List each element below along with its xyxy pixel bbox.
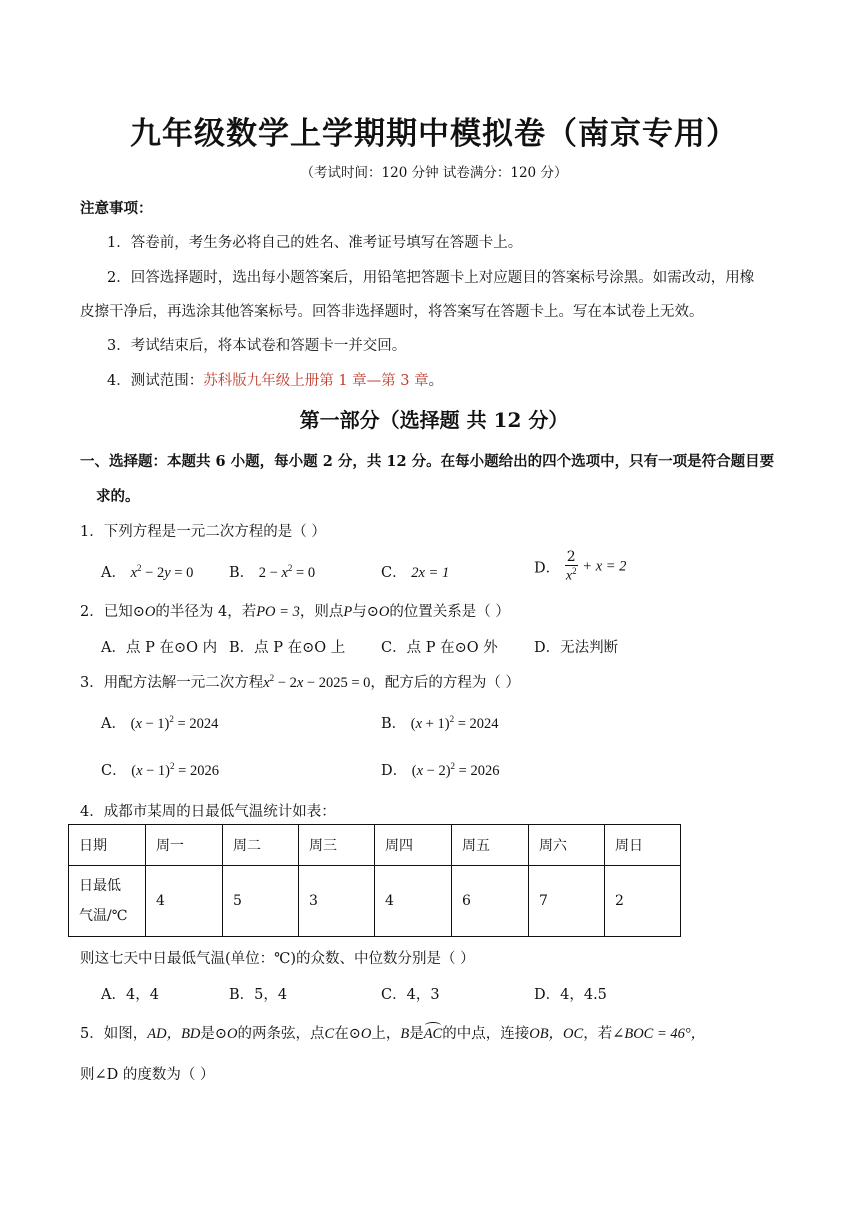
q1-stem: 1．下列方程是一元二次方程的是（ ） [80,524,326,540]
q3-b-label: B． [381,716,407,732]
table-cell: 4 [375,866,452,937]
q5-arc-ac [424,1023,443,1043]
q1-d-label: D． [534,560,561,577]
q2-stem-part: 与 [352,604,367,620]
q3-option-a [101,712,218,733]
q2-stem [80,600,510,621]
table-header-cell: 日期 [69,825,146,866]
q2-option-b: B．点 P 在⊙O 上 [229,640,346,656]
q4-option-d: D．4，4.5 [534,987,607,1003]
q1-b-expr: $2 - x^2 = 0$ [258,563,316,581]
table-header-cell: 周六 [529,825,605,866]
q3-c-expr: $(x - 1)^2 = 2026$ [131,761,219,779]
table-header-cell: 周日 [605,825,681,866]
q1-option-d [534,550,626,584]
table-cell: 7 [529,866,605,937]
notice-item-1: 1．答卷前，考生务必将自己的姓名、准考证号填写在答题卡上。 [107,235,523,251]
q1-d-numerator: 2 [566,549,576,565]
q3-stem [80,671,520,692]
q5-stem-part: 的两条弦，点 [237,1026,325,1042]
q3-equation: $x^2 - 2x - 2025 = 0$ [263,673,371,691]
q1-a-label: A． [101,565,126,581]
q5-segments: OB，OC [529,1026,584,1042]
q2-po: PO = 3 [256,604,300,620]
q1-option-c [381,561,449,582]
q5-stem-part: 上， [371,1026,401,1042]
q3-b-expr: $(x + 1)^2 = 2024$ [410,714,499,732]
q5-stem-line2: 则∠D 的度数为（ ） [80,1067,215,1083]
q1-b-label: B． [229,565,255,581]
temperature-table [68,824,681,937]
q5-stem-part: 是 [200,1026,215,1042]
q1-a-expr: $x^2 - 2y = 0$ [130,563,194,581]
notice-heading: 注意事项： [80,200,153,217]
table-header-cell: 周五 [452,825,529,866]
q2-circle-o: ⊙O [132,604,156,620]
q3-b-rhs: = 2024 [457,716,499,732]
q5-stem-line1 [80,1022,705,1043]
q1-d-fraction [565,550,578,584]
row-label-line: 日最低 [79,878,121,894]
q1-c-expr: 2x = 1 [411,565,450,581]
q4-question: 则这七天中日最低气温(单位：℃)的众数、中位数分别是（ ） [80,951,475,967]
q3-a-expr: $(x - 1)^2 = 2024$ [130,714,219,732]
q4-option-c: C．4，3 [381,987,440,1003]
q4-stem: 4．成都市某周的日最低气温统计如表： [80,804,336,820]
q2-option-a: A．点 P 在⊙O 内 [101,640,218,656]
notice-item-2-line2: 皮擦干净后，再选涂其他答案标号。回答非选择题时，将答案写在答题卡上。写在本试卷上无效。 [80,304,704,320]
q3-option-b [381,712,499,733]
table-header-cell: 周二 [223,825,299,866]
q5-chords: AD，BD [147,1026,201,1042]
q3-stem-part: ，配方后的方程为（ ） [370,675,521,691]
table-cell: 4 [146,866,223,937]
table-header-cell: 周四 [375,825,452,866]
q5-stem-part: 在 [334,1026,349,1042]
q5-stem-part: ，若 [583,1026,613,1042]
q2-stem-part: 的位置关系是（ ） [389,604,510,620]
q5-angle: ∠BOC = 46°， [612,1026,706,1042]
q2-stem-part: 的半径为 4，若 [155,604,257,620]
q1-option-a [101,561,193,582]
table-cell: 3 [299,866,375,937]
arc-mark-icon [425,1022,442,1029]
notice-item-4-suffix: 。 [428,373,444,389]
q1-d-denominator: $x^2$ [565,566,577,584]
q4-option-a: A．4，4 [101,987,159,1003]
table-header-cell: 周三 [299,825,375,866]
q2-option-c: C．点 P 在⊙O 外 [381,640,498,656]
q3-c-rhs: = 2026 [178,763,219,779]
q2-point-p: P [343,604,353,620]
page-title: 九年级数学上学期期中模拟卷（南京专用） [130,116,738,152]
test-range: 苏科版九年级上册第 1 章—第 3 章 [203,373,429,389]
q5-stem-part: 是 [409,1026,424,1042]
q5-stem-part: 5．如图， [80,1026,148,1042]
q3-a-label: A． [101,716,126,732]
q3-a-rhs: = 2024 [177,716,219,732]
q5-arc-label: AC [423,1026,443,1042]
table-cell: 6 [452,866,529,937]
q2-stem-part: ，则点 [299,604,344,620]
section-heading: 第一部分（选择题 共 12 分） [299,408,569,432]
q5-point-b: B [400,1026,410,1042]
q3-c-label: C． [101,763,127,779]
q5-point-c: C [324,1026,335,1042]
notice-item-4-prefix: 4．测试范围： [107,373,204,389]
part1-instructions-line1: 一、选择题：本题共 6 小题，每小题 2 分，共 12 分。在每小题给出的四个选项中，只有一项是符合题目要 [80,453,775,470]
row-label-line: 气温/℃ [79,908,128,924]
q3-stem-part: 3．用配方法解一元二次方程 [80,675,264,691]
table-cell: 5 [223,866,299,937]
q4-option-b: B．5，4 [229,987,288,1003]
table-header-cell: 周一 [146,825,223,866]
q3-d-rhs: = 2026 [458,763,500,779]
q2-stem-part: 2．已知 [80,604,133,620]
q2-option-d: D．无法判断 [534,640,619,656]
q5-circle-o: ⊙O [348,1026,372,1042]
q3-d-expr: $(x - 2)^2 = 2026$ [411,761,500,779]
q5-stem-part: 的中点，连接 [442,1026,530,1042]
exam-info: （考试时间：120 分钟 试卷满分：120 分） [300,165,568,181]
q3-option-c [101,759,219,780]
table-row [69,866,681,937]
q1-d-tail: + x = 2 [582,558,627,575]
q1-c-label: C． [381,565,407,581]
q2-circle-o: ⊙O [366,604,390,620]
q3-option-d [381,759,499,780]
q5-circle-o: ⊙O [214,1026,238,1042]
notice-item-4 [107,369,443,390]
table-header-row [69,825,681,866]
notice-item-3: 3．考试结束后，将本试卷和答题卡一并交回。 [107,338,407,354]
q3-d-label: D． [381,763,408,779]
table-cell: 2 [605,866,681,937]
notice-item-2-line1: 2．回答选择题时，选出每小题答案后，用铅笔把答题卡上对应题目的答案标号涂黑。如需改动，用橡 [107,270,755,286]
table-row-label [69,866,146,937]
q1-option-b [229,561,315,582]
part1-instructions-line2: 求的。 [96,488,140,505]
